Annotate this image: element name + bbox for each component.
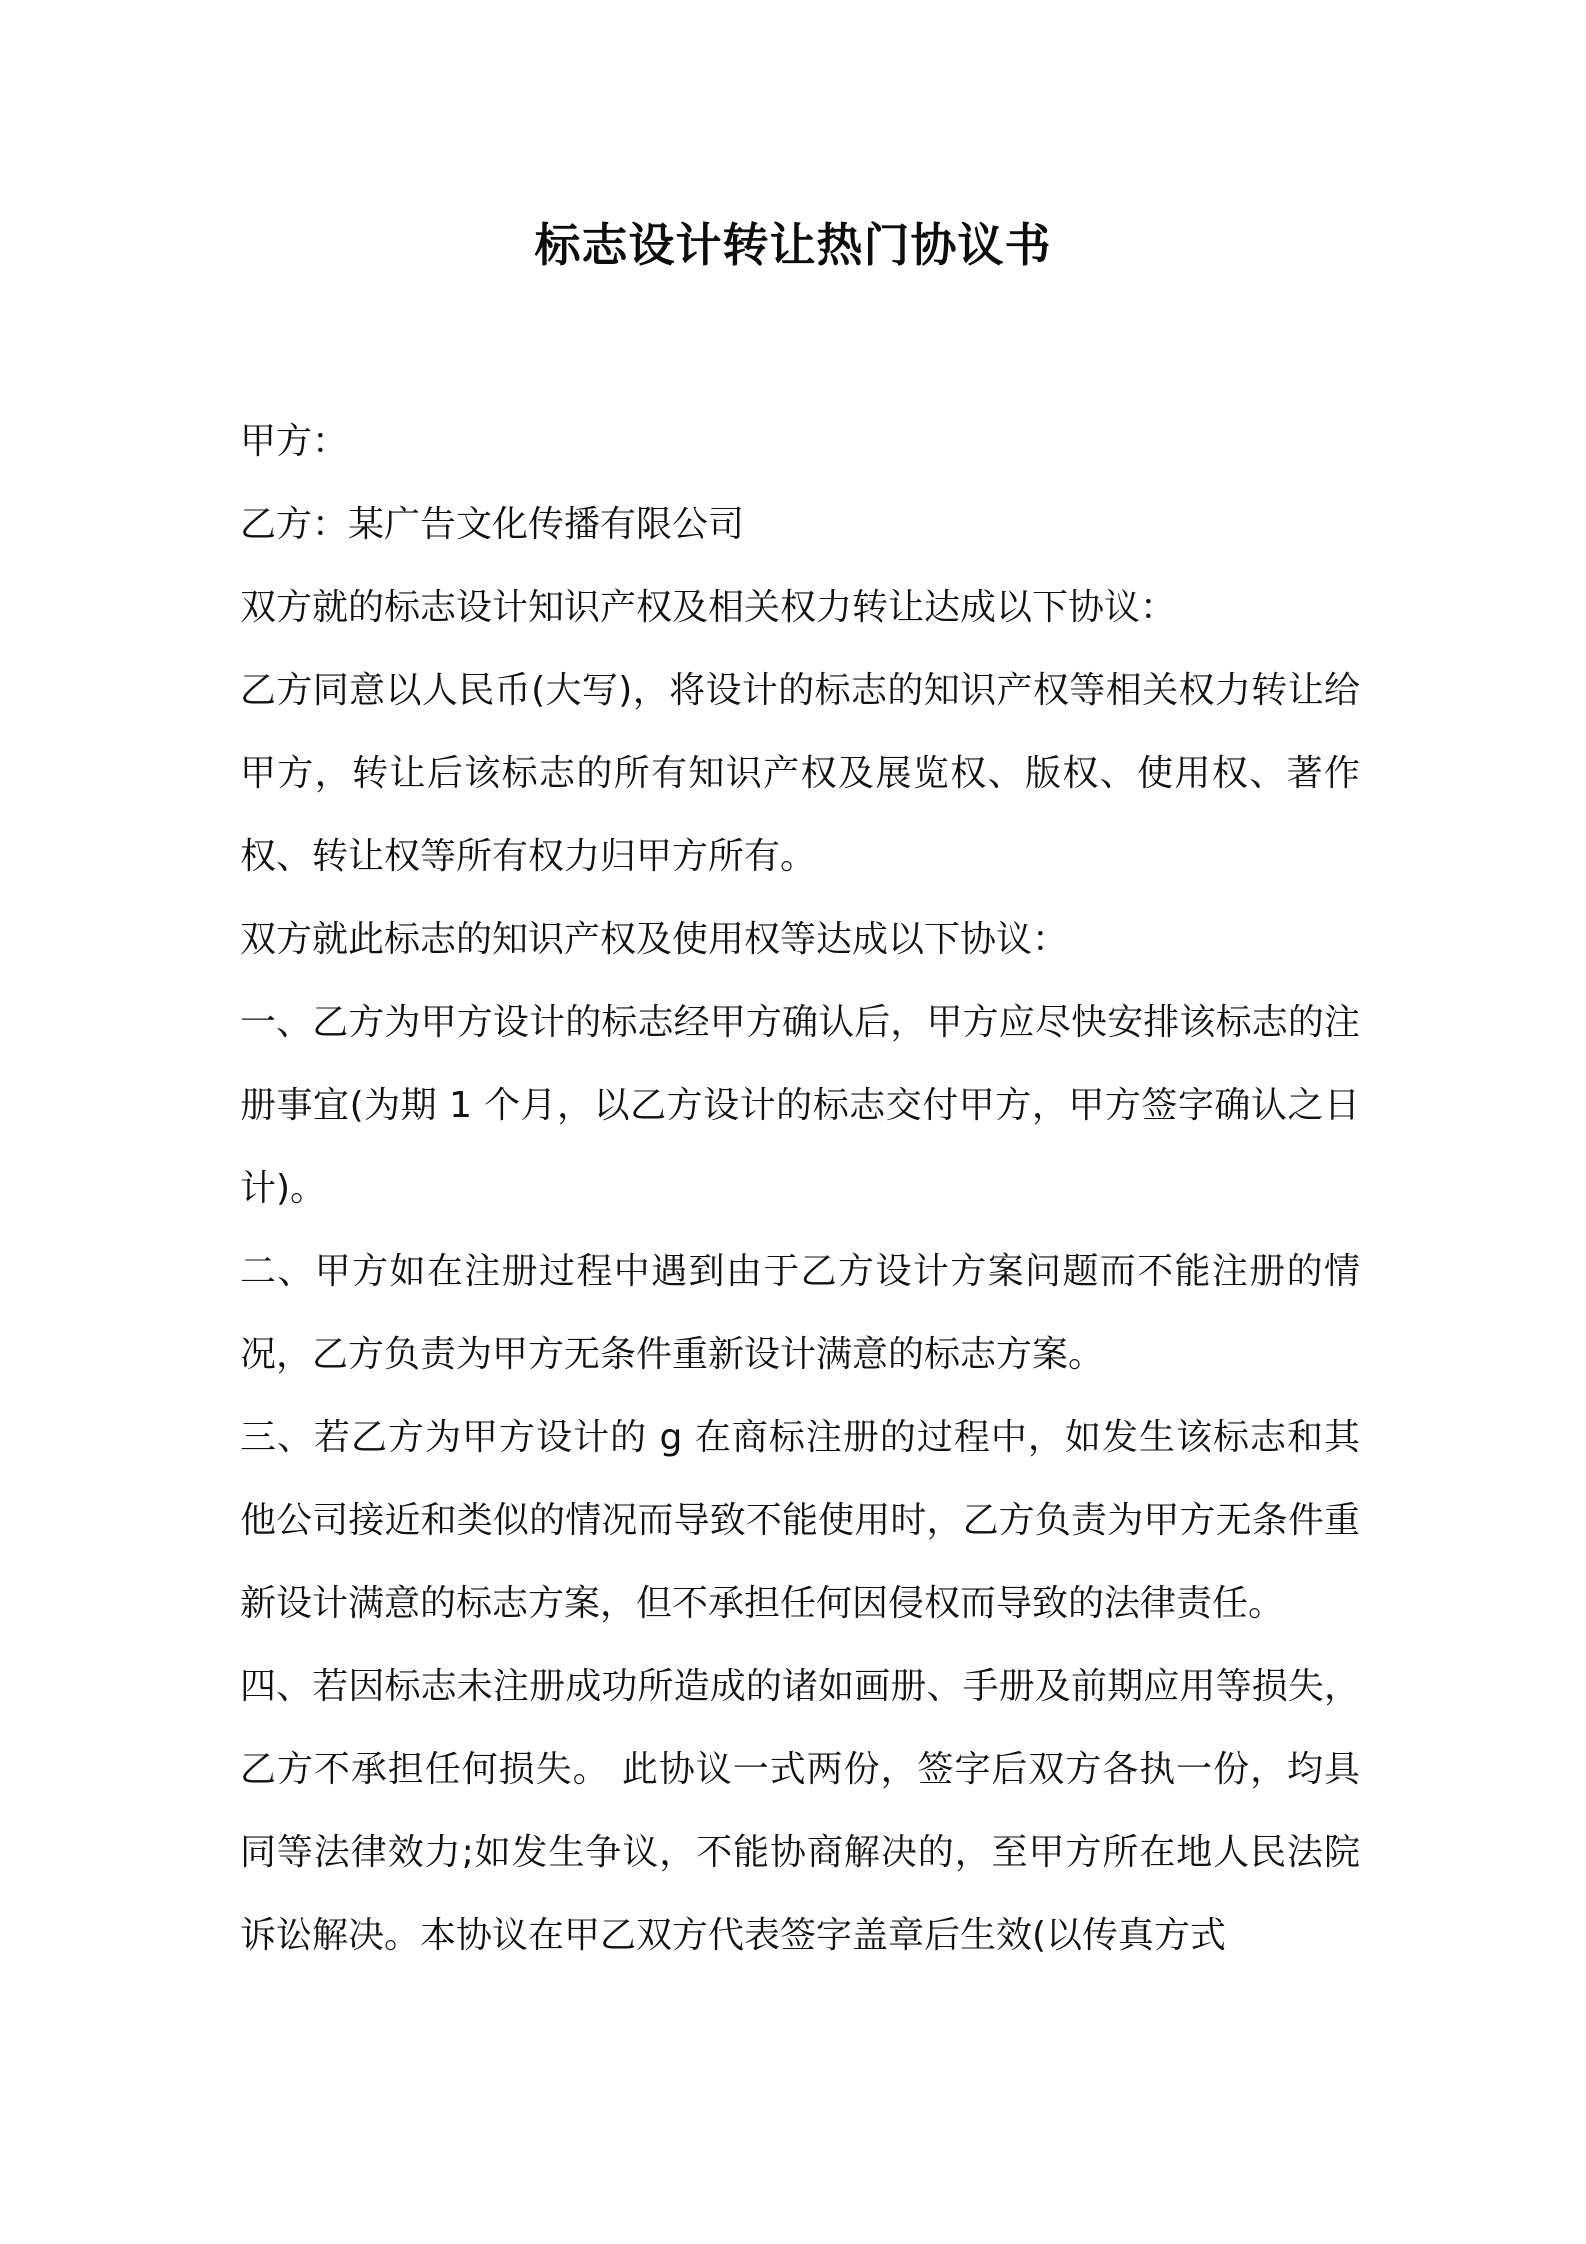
clause-2: 二、甲方如在注册过程中遇到由于乙方设计方案问题而不能注册的情况，乙方负责为甲方无条件重新设计满意的标志方案。 [240,1251,1360,1375]
paragraph-agreement-intro: 双方就此标志的知识产权及使用权等达成以下协议： [240,919,1069,960]
clause-4: 四、若因标志未注册成功所造成的诸如画册、手册及前期应用等损失，乙方不承担任何损失。 此协议一式两份，签字后双方各执一份，均具同等法律效力;如发生争议，不能协商解决的，至甲方所在地人民法院诉讼解决。本协议在甲乙双方代表签字盖章后生效(以传真方式 [240,1666,1360,1956]
clause-1: 一、乙方为甲方设计的标志经甲方确认后，甲方应尽快安排该标志的注册事宜(为期 1 个月，以乙方设计的标志交付甲方，甲方签字确认之日计)。 [240,1002,1360,1209]
document-title: 标志设计转让热门协议书 [534,218,1052,272]
party-b-line: 乙方：某广告文化传播有限公司 [240,504,745,545]
document-body [240,400,1360,1977]
clause-3: 三、若乙方为甲方设计的 g 在商标注册的过程中，如发生该标志和其他公司接近和类似的情况而导致不能使用时，乙方负责为甲方无条件重新设计满意的标志方案，但不承担任何因侵权而导致的法律责任。 [240,1417,1360,1624]
party-a-line: 甲方： [240,421,349,462]
paragraph-transfer: 乙方同意以人民币(大写)，将设计的标志的知识产权等相关权力转让给甲方，转让后该标志的所有知识产权及展览权、版权、使用权、著作权、转让权等所有权力归甲方所有。 [240,670,1360,877]
paragraph-intro: 双方就的标志设计知识产权及相关权力转让达成以下协议： [240,587,1177,628]
